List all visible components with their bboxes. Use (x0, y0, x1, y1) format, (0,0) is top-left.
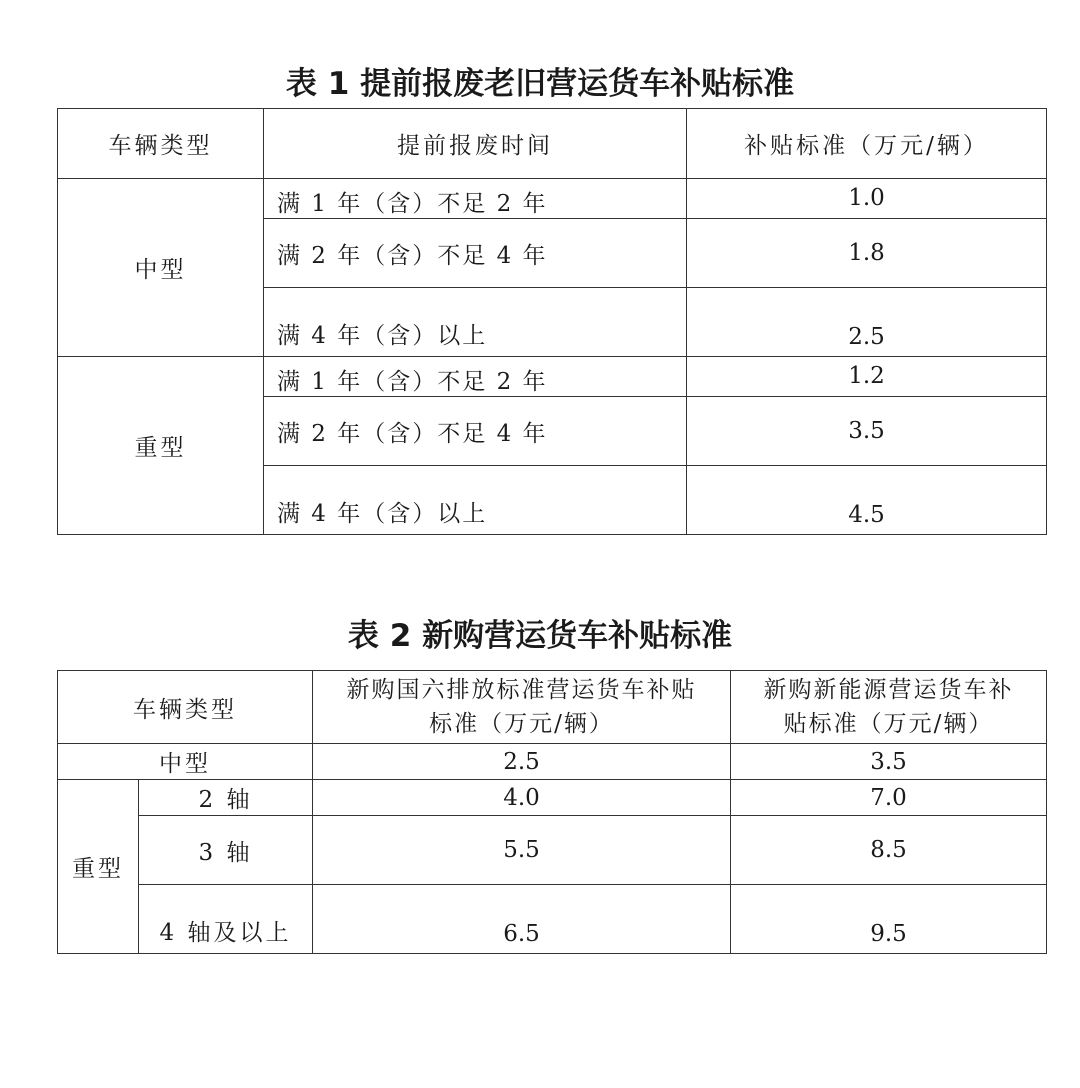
table2-header-new-energy-line1: 新购新能源营运货车补 (763, 677, 1014, 703)
table1-value: 1.0 (687, 179, 1047, 219)
table2-axle: 4 轴及以上 (139, 885, 313, 954)
table2-axle: 2 轴 (139, 780, 313, 816)
table1-value: 1.2 (687, 357, 1047, 397)
table1-period: 满 1 年（含）不足 2 年 (264, 179, 687, 219)
table2-header-guo6 (313, 671, 731, 744)
table2-value: 5.5 (313, 816, 731, 885)
table2-subsidy-new-purchase (57, 670, 1047, 954)
table1-type-medium: 中型 (58, 179, 264, 357)
table1-period: 满 4 年（含）以上 (264, 288, 687, 357)
table1-period: 满 1 年（含）不足 2 年 (264, 357, 687, 397)
table1-value: 1.8 (687, 219, 1047, 288)
table1-period: 满 2 年（含）不足 4 年 (264, 397, 687, 466)
table-row (58, 179, 1047, 219)
table-row (58, 885, 1047, 954)
table-row (58, 357, 1047, 397)
table2-type-heavy: 重型 (58, 780, 139, 954)
table2-header-guo6-line1: 新购国六排放标准营运货车补贴 (346, 677, 697, 703)
table2-title: 表 2 新购营运货车补贴标准 (347, 618, 733, 654)
table2-type-medium: 中型 (58, 744, 313, 780)
table1-type-heavy: 重型 (58, 357, 264, 535)
table2-value: 7.0 (731, 780, 1047, 816)
table1-header-subsidy: 补贴标准（万元/辆） (687, 109, 1047, 179)
table2-value: 4.0 (313, 780, 731, 816)
table2-value: 3.5 (731, 744, 1047, 780)
table2-header-new-energy (731, 671, 1047, 744)
table1-value: 3.5 (687, 397, 1047, 466)
table2-header-guo6-line2: 标准（万元/辆） (429, 711, 614, 737)
table-row (58, 816, 1047, 885)
table2-header-new-energy-line2: 贴标准（万元/辆） (783, 711, 994, 737)
table1-value: 4.5 (687, 466, 1047, 535)
table1-header-vehicle-type: 车辆类型 (58, 109, 264, 179)
table-row (58, 780, 1047, 816)
table2-value: 8.5 (731, 816, 1047, 885)
table2-axle: 3 轴 (139, 816, 313, 885)
table1-subsidy-scrapping (57, 108, 1047, 535)
table2-value: 2.5 (313, 744, 731, 780)
table1-title: 表 1 提前报废老旧营运货车补贴标准 (285, 66, 795, 102)
table2-value: 9.5 (731, 885, 1047, 954)
table1-header-scrap-time: 提前报废时间 (264, 109, 687, 179)
table1-period: 满 4 年（含）以上 (264, 466, 687, 535)
table2-header-vehicle-type: 车辆类型 (58, 671, 313, 744)
table1-period: 满 2 年（含）不足 4 年 (264, 219, 687, 288)
table1-value: 2.5 (687, 288, 1047, 357)
table-row (58, 744, 1047, 780)
table2-value: 6.5 (313, 885, 731, 954)
